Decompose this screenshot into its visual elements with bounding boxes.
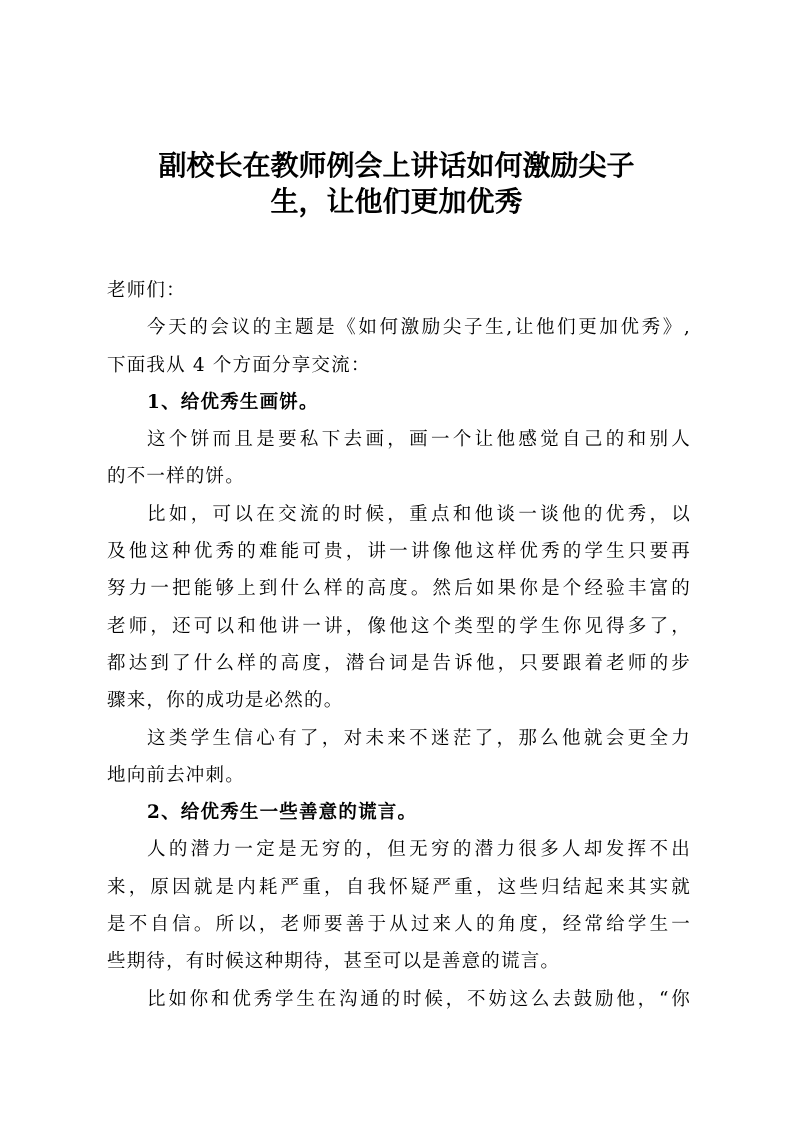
body-text-line: 人的潜力一定是无穷的，但无穷的潜力很多人却发挥不出 [147, 839, 691, 861]
body-text-line: 的不一样的饼。 [107, 466, 245, 488]
body-text-line: 今天的会议的主题是《如何激励尖子生,让他们更加优秀》, [147, 317, 691, 339]
body-text-line: 下面我从 4 个方面分享交流： [107, 354, 371, 376]
body-text-line: 努力一把能够上到什么样的高度。然后如果你是个经验丰富的 [107, 578, 691, 600]
body-text-line: 比如，可以在交流的时候，重点和他谈一谈他的优秀，以 [147, 503, 691, 525]
body-text-line: 地向前去冲刺。 [107, 764, 245, 786]
salutation: 老师们： [107, 280, 186, 301]
section-heading: 2、给优秀生一些善意的谎言。 [147, 802, 418, 824]
body-text-line: 是不自信。所以，老师要善于从过来人的角度，经常给学生一 [107, 914, 691, 936]
body-text-line: 这类学生信心有了，对未来不迷茫了，那么他就会更全力 [147, 727, 691, 749]
body-text-line: 来，原因就是内耗严重，自我怀疑严重，这些归结起来其实就 [107, 876, 691, 898]
document-body [107, 272, 691, 1018]
title-line-2: 生，让他们更加优秀 [270, 185, 523, 218]
document-title [100, 148, 693, 220]
title-line-1: 副校长在教师例会上讲话如何激励尖子 [158, 149, 635, 182]
section-heading: 1、给优秀生画饼。 [147, 391, 319, 413]
body-text-line: 骤来，你的成功是必然的。 [107, 690, 344, 712]
body-text-line: 及他这种优秀的难能可贵，讲一讲像他这样优秀的学生只要再 [107, 541, 691, 563]
body-text-line: 些期待，有时候这种期待，甚至可以是善意的谎言。 [107, 951, 561, 973]
body-text-line: 老师，还可以和他讲一讲，像他这个类型的学生你见得多了， [107, 615, 691, 637]
body-text-line: 这个饼而且是要私下去画，画一个让他感觉自己的和别人 [147, 429, 691, 451]
body-text-line: 都达到了什么样的高度，潜台词是告诉他，只要跟着老师的步 [107, 652, 691, 674]
body-text-line: 比如你和优秀学生在沟通的时候，不妨这么去鼓励他，“你 [147, 988, 691, 1010]
